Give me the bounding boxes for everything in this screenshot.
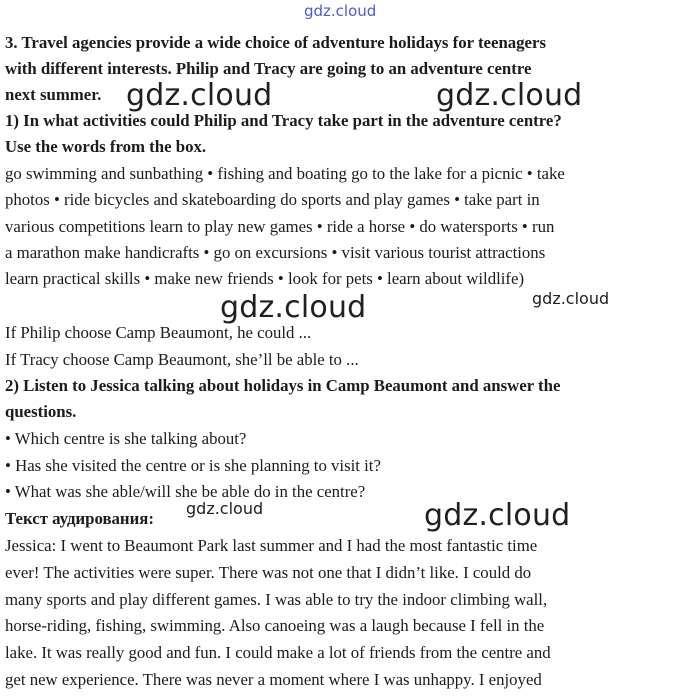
transcript-line: ever! The activities were super. There was not one that I didn’t like. I could do bbox=[5, 563, 532, 582]
watermark-top: gdz.cloud bbox=[304, 2, 377, 20]
intro-line: next summer. bbox=[5, 85, 102, 104]
watermark: gdz.cloud bbox=[532, 289, 610, 308]
watermark: gdz.cloud bbox=[186, 499, 264, 518]
question-2-line: 2) Listen to Jessica talking about holidays in Camp Beaumont and answer the bbox=[5, 376, 561, 395]
word-box-line: learn practical skills • make new friends • look for pets • learn about wildlife) bbox=[5, 269, 525, 288]
transcript-heading: Текст аудирования: bbox=[5, 509, 154, 528]
question-2-line: questions. bbox=[5, 402, 77, 421]
prompt-line: If Tracy choose Camp Beaumont, she’ll be able to ... bbox=[5, 350, 359, 369]
transcript-line: horse-riding, fishing, swimming. Also canoeing was a laugh because I fell in the bbox=[5, 616, 545, 635]
word-box-line: photos • ride bicycles and skateboarding do sports and play games • take part in bbox=[5, 190, 540, 209]
question-bullet: • What was she able/will she be able do in the centre? bbox=[5, 482, 366, 501]
transcript-line: lake. It was really good and fun. I could make a lot of friends from the centre and bbox=[5, 643, 551, 662]
intro-line: with different interests. Philip and Tracy are going to an adventure centre bbox=[5, 59, 532, 78]
transcript-line: get new experience. There was never a moment where I was unhappy. I enjoyed bbox=[5, 670, 542, 689]
intro-line: 3. Travel agencies provide a wide choice of adventure holidays for teenagers bbox=[5, 33, 546, 52]
prompt-line: If Philip choose Camp Beaumont, he could ... bbox=[5, 323, 312, 342]
question-bullet: • Has she visited the centre or is she planning to visit it? bbox=[5, 456, 381, 475]
watermark: gdz.cloud bbox=[436, 78, 583, 113]
watermark: gdz.cloud bbox=[126, 78, 273, 113]
word-box-line: various competitions learn to play new games • ride a horse • do watersports • run bbox=[5, 217, 555, 236]
watermark: gdz.cloud bbox=[424, 498, 571, 533]
question-1-line: 1) In what activities could Philip and Tracy take part in the adventure centre? bbox=[5, 111, 562, 130]
word-box-line: go swimming and sunbathing • fishing and boating go to the lake for a picnic • take bbox=[5, 164, 565, 183]
transcript-line: Jessica: I went to Beaumont Park last summer and I had the most fantastic time bbox=[5, 536, 538, 555]
transcript-line: many sports and play different games. I was able to try the indoor climbing wall, bbox=[5, 590, 548, 609]
question-1-line: Use the words from the box. bbox=[5, 137, 207, 156]
watermark: gdz.cloud bbox=[220, 290, 367, 325]
question-bullet: • Which centre is she talking about? bbox=[5, 429, 247, 448]
word-box-line: a marathon make handicrafts • go on excursions • visit various tourist attractions bbox=[5, 243, 546, 262]
